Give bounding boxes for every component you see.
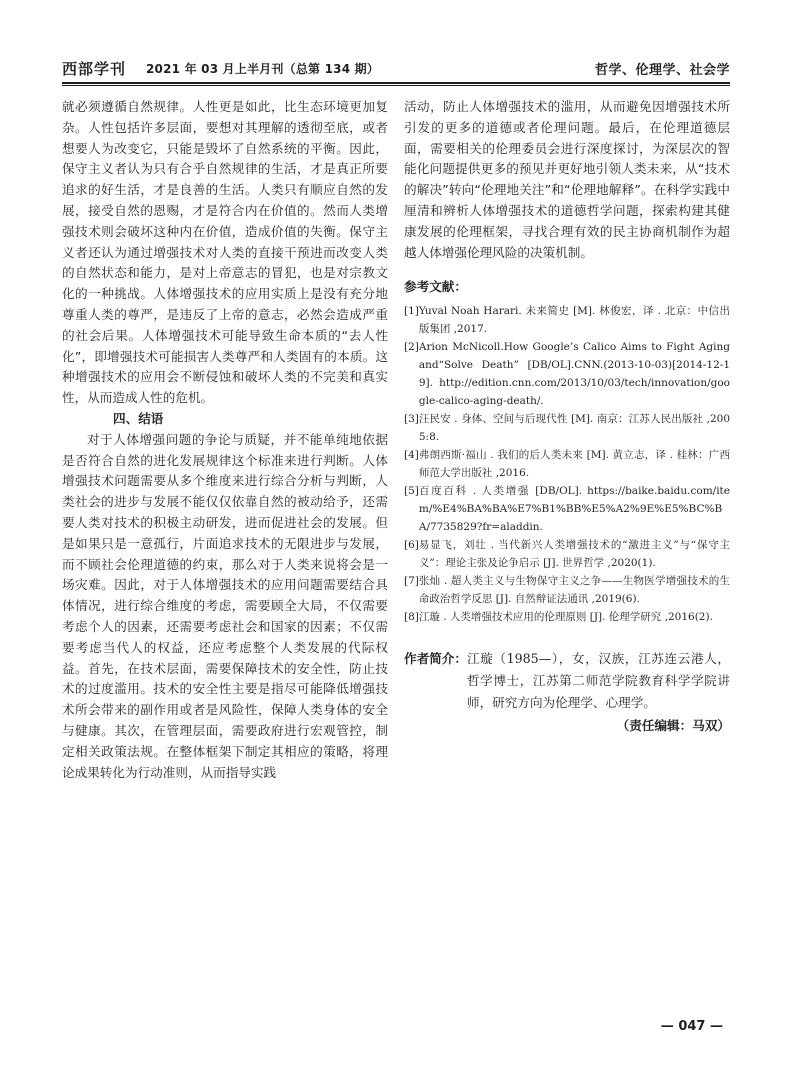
right-column <box>404 97 730 737</box>
reference-item <box>404 302 730 338</box>
reference-item <box>404 338 730 410</box>
body-paragraph: 活动，防止人体增强技术的滥用，从而避免因增强技术所引发的更多的道德或者伦理问题。最后，在伦理道德层面，需要相关的伦理委员会进行深度探讨，为深层次的智能化问题提供更多的预见并更好地引领人类未来，从“技术的解决”转向“伦理地关注”和“伦理地解释”。在科学实践中厘清和辨析人体增强技术的道德哲学问题，探索构建其健康发展的伦理框架，寻找合理有效的民主协商机制作为超越人体增强伦理风险的决策机制。 <box>404 99 730 260</box>
reference-number: [5] <box>404 485 419 498</box>
author-bio-text: 江璇（1985—），女，汉族，江苏连云港人，哲学博士，江苏第二师范学院教育科学学院讲师，研究方向为伦理学、心理学。 <box>466 651 730 711</box>
reference-item <box>404 446 730 482</box>
reference-text: 弗朗西斯·福山 . 我们的后人类未来 [M]. 黄立志，译 . 桂林：广西师范大学出版社 ,2016. <box>418 449 730 480</box>
author-bio-label: 作者简介： <box>404 651 467 667</box>
section-title: 哲学、伦理学、社会学 <box>594 63 730 78</box>
references-title: 参考文献： <box>404 279 467 295</box>
reference-text: 张灿 . 超人类主义与生物保守主义之争——生物医学增强技术的生命政治哲学反思 [J]. 自然辩证法通讯 ,2019(6). <box>418 575 730 606</box>
page-number: — 047 — <box>660 1019 723 1034</box>
reference-number: [1] <box>404 305 419 318</box>
reference-text: 汪民安 . 身体、空间与后现代性 [M]. 南京：江苏人民出版社 ,2005:8. <box>418 413 730 444</box>
author-bio <box>404 648 730 714</box>
reference-item <box>404 482 730 536</box>
body-paragraph: 对于人体增强问题的争论与质疑，并不能单纯地依据是否符合自然的进化发展规律这个标准来进行判断。人体增强技术问题需要从多个维度来进行综合分析与判断，人类社会的进步与发展不能仅仅依靠自然的被动给予，还需要人类对技术的积极主动研发，进而促进社会的发展。但是如果只是一意孤行，片面追求技术的无限进步与发展，而不顾社会伦理道德的约束，那么对于人类来说将会是一场灾难。因此，对于人体增强技术的应用问题需要结合具体情况，进行综合维度的考虑，需要顾全大局，不仅需要考虑个人的因素，还需要考虑社会和国家的因素；不仅需要考虑当代人的权益，还应考虑整个人类发展的代际权益。首先，在技术层面，需要保障技术的安全性，防止技术的过度滥用。技术的安全性主要是指尽可能降低增强技术所会带来的副作用或者是风险性，保障人类身体的安全与健康。其次，在管理层面，需要政府进行宏观管控，制定相关政策法规。在整体框架下制定其相应的策略，将理论成果转化为行动准则，从而指导实践 <box>62 431 388 780</box>
reference-number: [3] <box>404 413 419 426</box>
reference-text: 易显飞，刘壮 . 当代新兴人类增强技术的“激进主义”与“保守主义”：理论主张及论争启示 [J]. 世界哲学 ,2020(1). <box>418 539 730 570</box>
reference-text: Arion McNicoll.How Google’s Calico Aims to Fight Aging and“Solve Death” [DB/OL].CNN.(2013-10-03)[2014-12-19]. http://edition.cnn.com/2013/10/03/tech/innovation/google-calico-aging-death/. <box>418 341 730 408</box>
reference-number: [7] <box>404 575 419 588</box>
editor-note: （责任编辑：马双） <box>616 718 730 734</box>
reference-text: Yuval Noah Harari. 未来简史 [M]. 林俊宏，译 . 北京：中信出版集团 ,2017. <box>418 305 730 336</box>
body-paragraph: 就必须遵循自然规律。人性更是如此，比生态环境更加复杂。人性包括许多层面，要想对其理解的透彻至底，或者想要人为改变它，只能是毁坏了自然系统的平衡。因此，保守主义者认为只有合乎自然规律的生活，才是真正所要追求的好生活，才是良善的生活。人类只有顺应自然的发展，接受自然的恩赐，才是符合内在价值的。然而人类增强技术则会破坏这种内在价值，造成价值的失衡。保守主义者还认为通过增强技术对人类的直接干预进而改变人类的自然状态和能力，是对上帝意志的冒犯，也是对宗教文化的一种挑战。人体增强技术的应用实质上是没有充分地尊重人类的尊严，是违反了上帝的意志，必然会造成严重的社会后果。人体增强技术可能导致生命本质的“去人性化”，即增强技术可能损害人类尊严和人类固有的本质。这种增强技术的应用会不断侵蚀和破坏人类的不完美和真实性，从而造成人性的危机。 <box>62 99 388 406</box>
reference-number: [4] <box>404 449 419 462</box>
header-rule-thin <box>62 85 730 86</box>
reference-item <box>404 410 730 446</box>
reference-number: [8] <box>404 611 419 624</box>
reference-item <box>404 536 730 572</box>
header-rule <box>62 82 730 84</box>
reference-text: 江璇 . 人类增强技术应用的伦理原则 [J]. 伦理学研究 ,2016(2). <box>418 611 713 624</box>
references-list <box>404 302 730 626</box>
section-heading: 四、结语 <box>113 410 164 426</box>
left-column <box>62 97 388 783</box>
issue-info: 2021 年 03 月上半月刊（总第 134 期） <box>146 62 380 76</box>
reference-text: 百度百科 . 人类增强 [DB/OL]. https://baike.baidu.com/item/%E4%BA%BA%E7%B1%BB%E5%A2%9E%E5%BC%BA/7735829?fr=aladdin. <box>418 485 730 534</box>
journal-logo: 西部学刊 <box>62 60 127 78</box>
reference-item <box>404 608 730 626</box>
page-header <box>62 58 730 82</box>
reference-number: [6] <box>404 539 419 552</box>
reference-item <box>404 572 730 608</box>
reference-number: [2] <box>404 341 419 354</box>
